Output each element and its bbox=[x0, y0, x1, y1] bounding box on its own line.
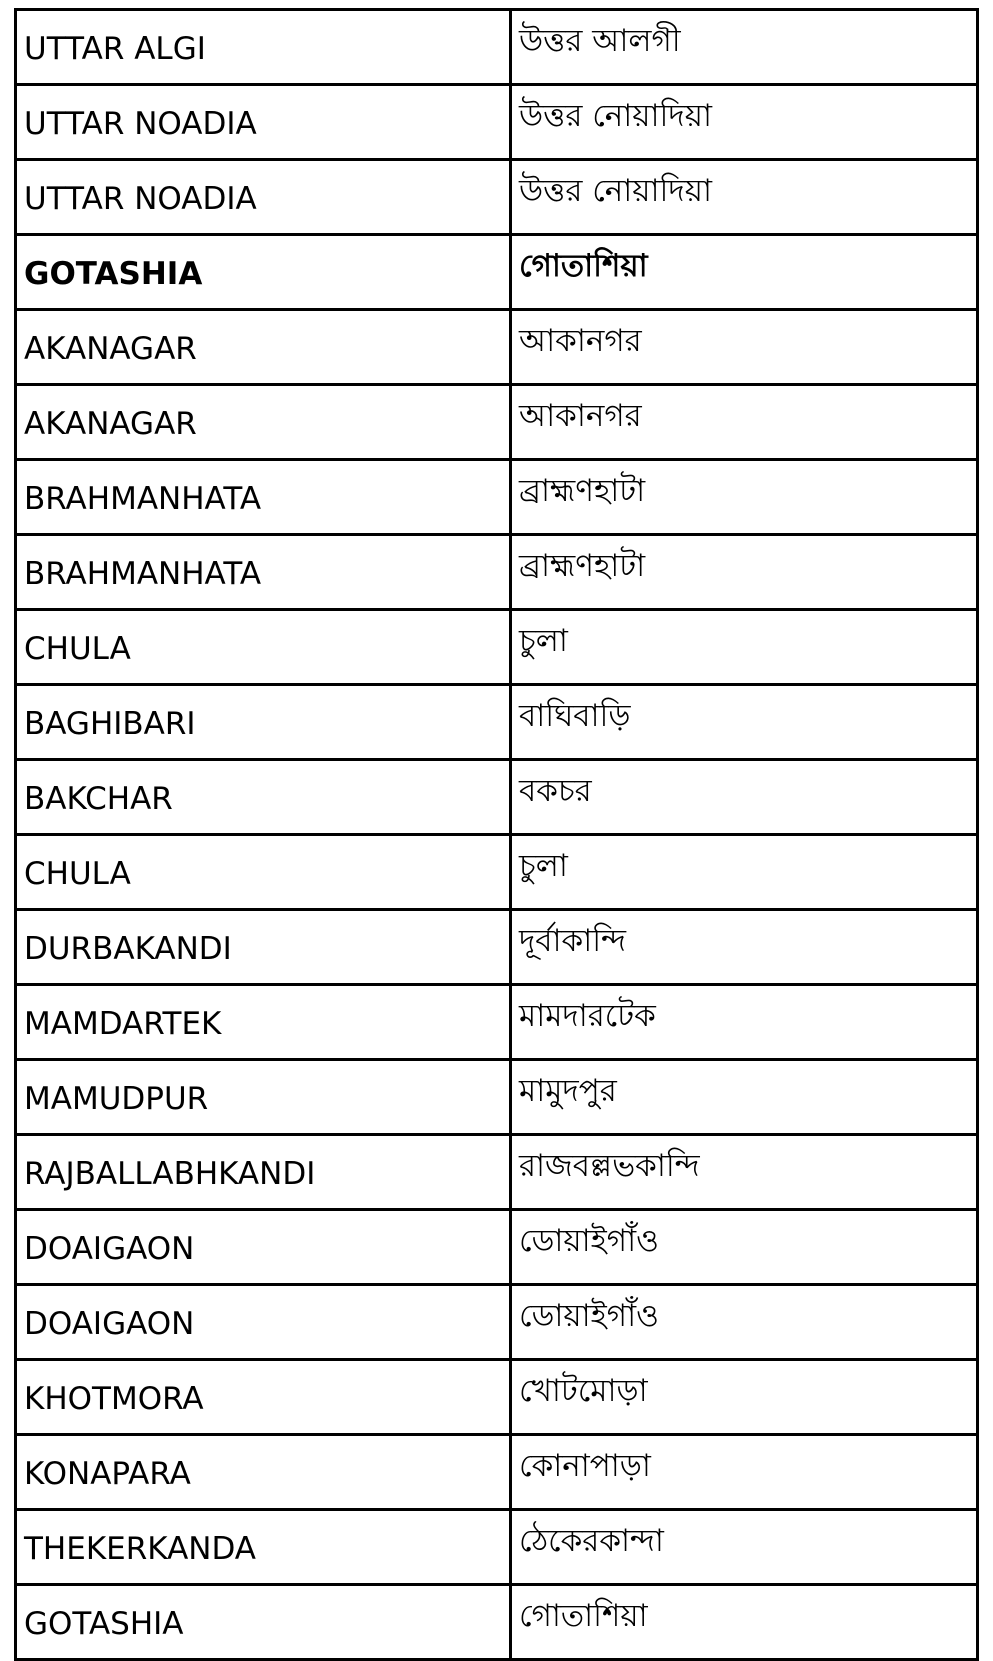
english-name-cell: GOTASHIA bbox=[16, 1585, 511, 1660]
bengali-name-cell: আকানগর bbox=[511, 310, 978, 385]
bengali-name-cell: চুলা bbox=[511, 835, 978, 910]
english-name-cell: AKANAGAR bbox=[16, 385, 511, 460]
bengali-name-cell: রাজবল্লভকান্দি bbox=[511, 1135, 978, 1210]
table-row bbox=[16, 985, 978, 1060]
english-name-cell: MAMDARTEK bbox=[16, 985, 511, 1060]
bengali-name-cell: ঠেকেরকান্দা bbox=[511, 1510, 978, 1585]
bengali-name-cell: খোটমোড়া bbox=[511, 1360, 978, 1435]
bengali-name-cell: বাঘিবাড়ি bbox=[511, 685, 978, 760]
english-name-cell: BRAHMANHATA bbox=[16, 535, 511, 610]
english-name-cell: UTTAR NOADIA bbox=[16, 160, 511, 235]
bengali-name-cell: কোনাপাড়া bbox=[511, 1435, 978, 1510]
english-name-cell: AKANAGAR bbox=[16, 310, 511, 385]
english-name-cell: UTTAR ALGI bbox=[16, 10, 511, 85]
bengali-name-cell: আকানগর bbox=[511, 385, 978, 460]
english-name-cell: BAGHIBARI bbox=[16, 685, 511, 760]
english-name-cell: MAMUDPUR bbox=[16, 1060, 511, 1135]
table-row bbox=[16, 235, 978, 310]
bengali-name-cell: উত্তর আলগী bbox=[511, 10, 978, 85]
english-name-cell: KONAPARA bbox=[16, 1435, 511, 1510]
english-name-cell: DOAIGAON bbox=[16, 1285, 511, 1360]
table-row bbox=[16, 160, 978, 235]
english-name-cell: BRAHMANHATA bbox=[16, 460, 511, 535]
table-row bbox=[16, 385, 978, 460]
bengali-name-cell: ব্রাহ্মণহাটা bbox=[511, 460, 978, 535]
table-row bbox=[16, 910, 978, 985]
english-name-cell: BAKCHAR bbox=[16, 760, 511, 835]
table-row bbox=[16, 535, 978, 610]
english-name-cell: UTTAR NOADIA bbox=[16, 85, 511, 160]
bengali-name-cell: বকচর bbox=[511, 760, 978, 835]
english-name-cell: GOTASHIA bbox=[16, 235, 511, 310]
bengali-name-cell: ডোয়াইগাঁও bbox=[511, 1285, 978, 1360]
table-row bbox=[16, 1435, 978, 1510]
table-row bbox=[16, 1060, 978, 1135]
bengali-name-cell: ব্রাহ্মণহাটা bbox=[511, 535, 978, 610]
table-row bbox=[16, 85, 978, 160]
table-row bbox=[16, 460, 978, 535]
bengali-name-cell: মামুদপুর bbox=[511, 1060, 978, 1135]
place-name-table bbox=[14, 8, 979, 1661]
table-row bbox=[16, 1585, 978, 1660]
table-row bbox=[16, 1360, 978, 1435]
bengali-name-cell: গোতাশিয়া bbox=[511, 235, 978, 310]
table-row bbox=[16, 685, 978, 760]
table-row bbox=[16, 1135, 978, 1210]
table-row bbox=[16, 10, 978, 85]
bengali-name-cell: গোতাশিয়া bbox=[511, 1585, 978, 1660]
table-row bbox=[16, 835, 978, 910]
bengali-name-cell: উত্তর নোয়াদিয়া bbox=[511, 85, 978, 160]
english-name-cell: DURBAKANDI bbox=[16, 910, 511, 985]
bengali-name-cell: চুলা bbox=[511, 610, 978, 685]
english-name-cell: KHOTMORA bbox=[16, 1360, 511, 1435]
table-row bbox=[16, 310, 978, 385]
table-row bbox=[16, 610, 978, 685]
table-row bbox=[16, 1510, 978, 1585]
english-name-cell: CHULA bbox=[16, 835, 511, 910]
bengali-name-cell: ডোয়াইগাঁও bbox=[511, 1210, 978, 1285]
english-name-cell: DOAIGAON bbox=[16, 1210, 511, 1285]
english-name-cell: THEKERKANDA bbox=[16, 1510, 511, 1585]
table-row bbox=[16, 1285, 978, 1360]
english-name-cell: RAJBALLABHKANDI bbox=[16, 1135, 511, 1210]
bengali-name-cell: মামদারটেক bbox=[511, 985, 978, 1060]
table-row bbox=[16, 760, 978, 835]
table-row bbox=[16, 1210, 978, 1285]
english-name-cell: CHULA bbox=[16, 610, 511, 685]
bengali-name-cell: দূর্বাকান্দি bbox=[511, 910, 978, 985]
bengali-name-cell: উত্তর নোয়াদিয়া bbox=[511, 160, 978, 235]
table-body bbox=[16, 10, 978, 1660]
